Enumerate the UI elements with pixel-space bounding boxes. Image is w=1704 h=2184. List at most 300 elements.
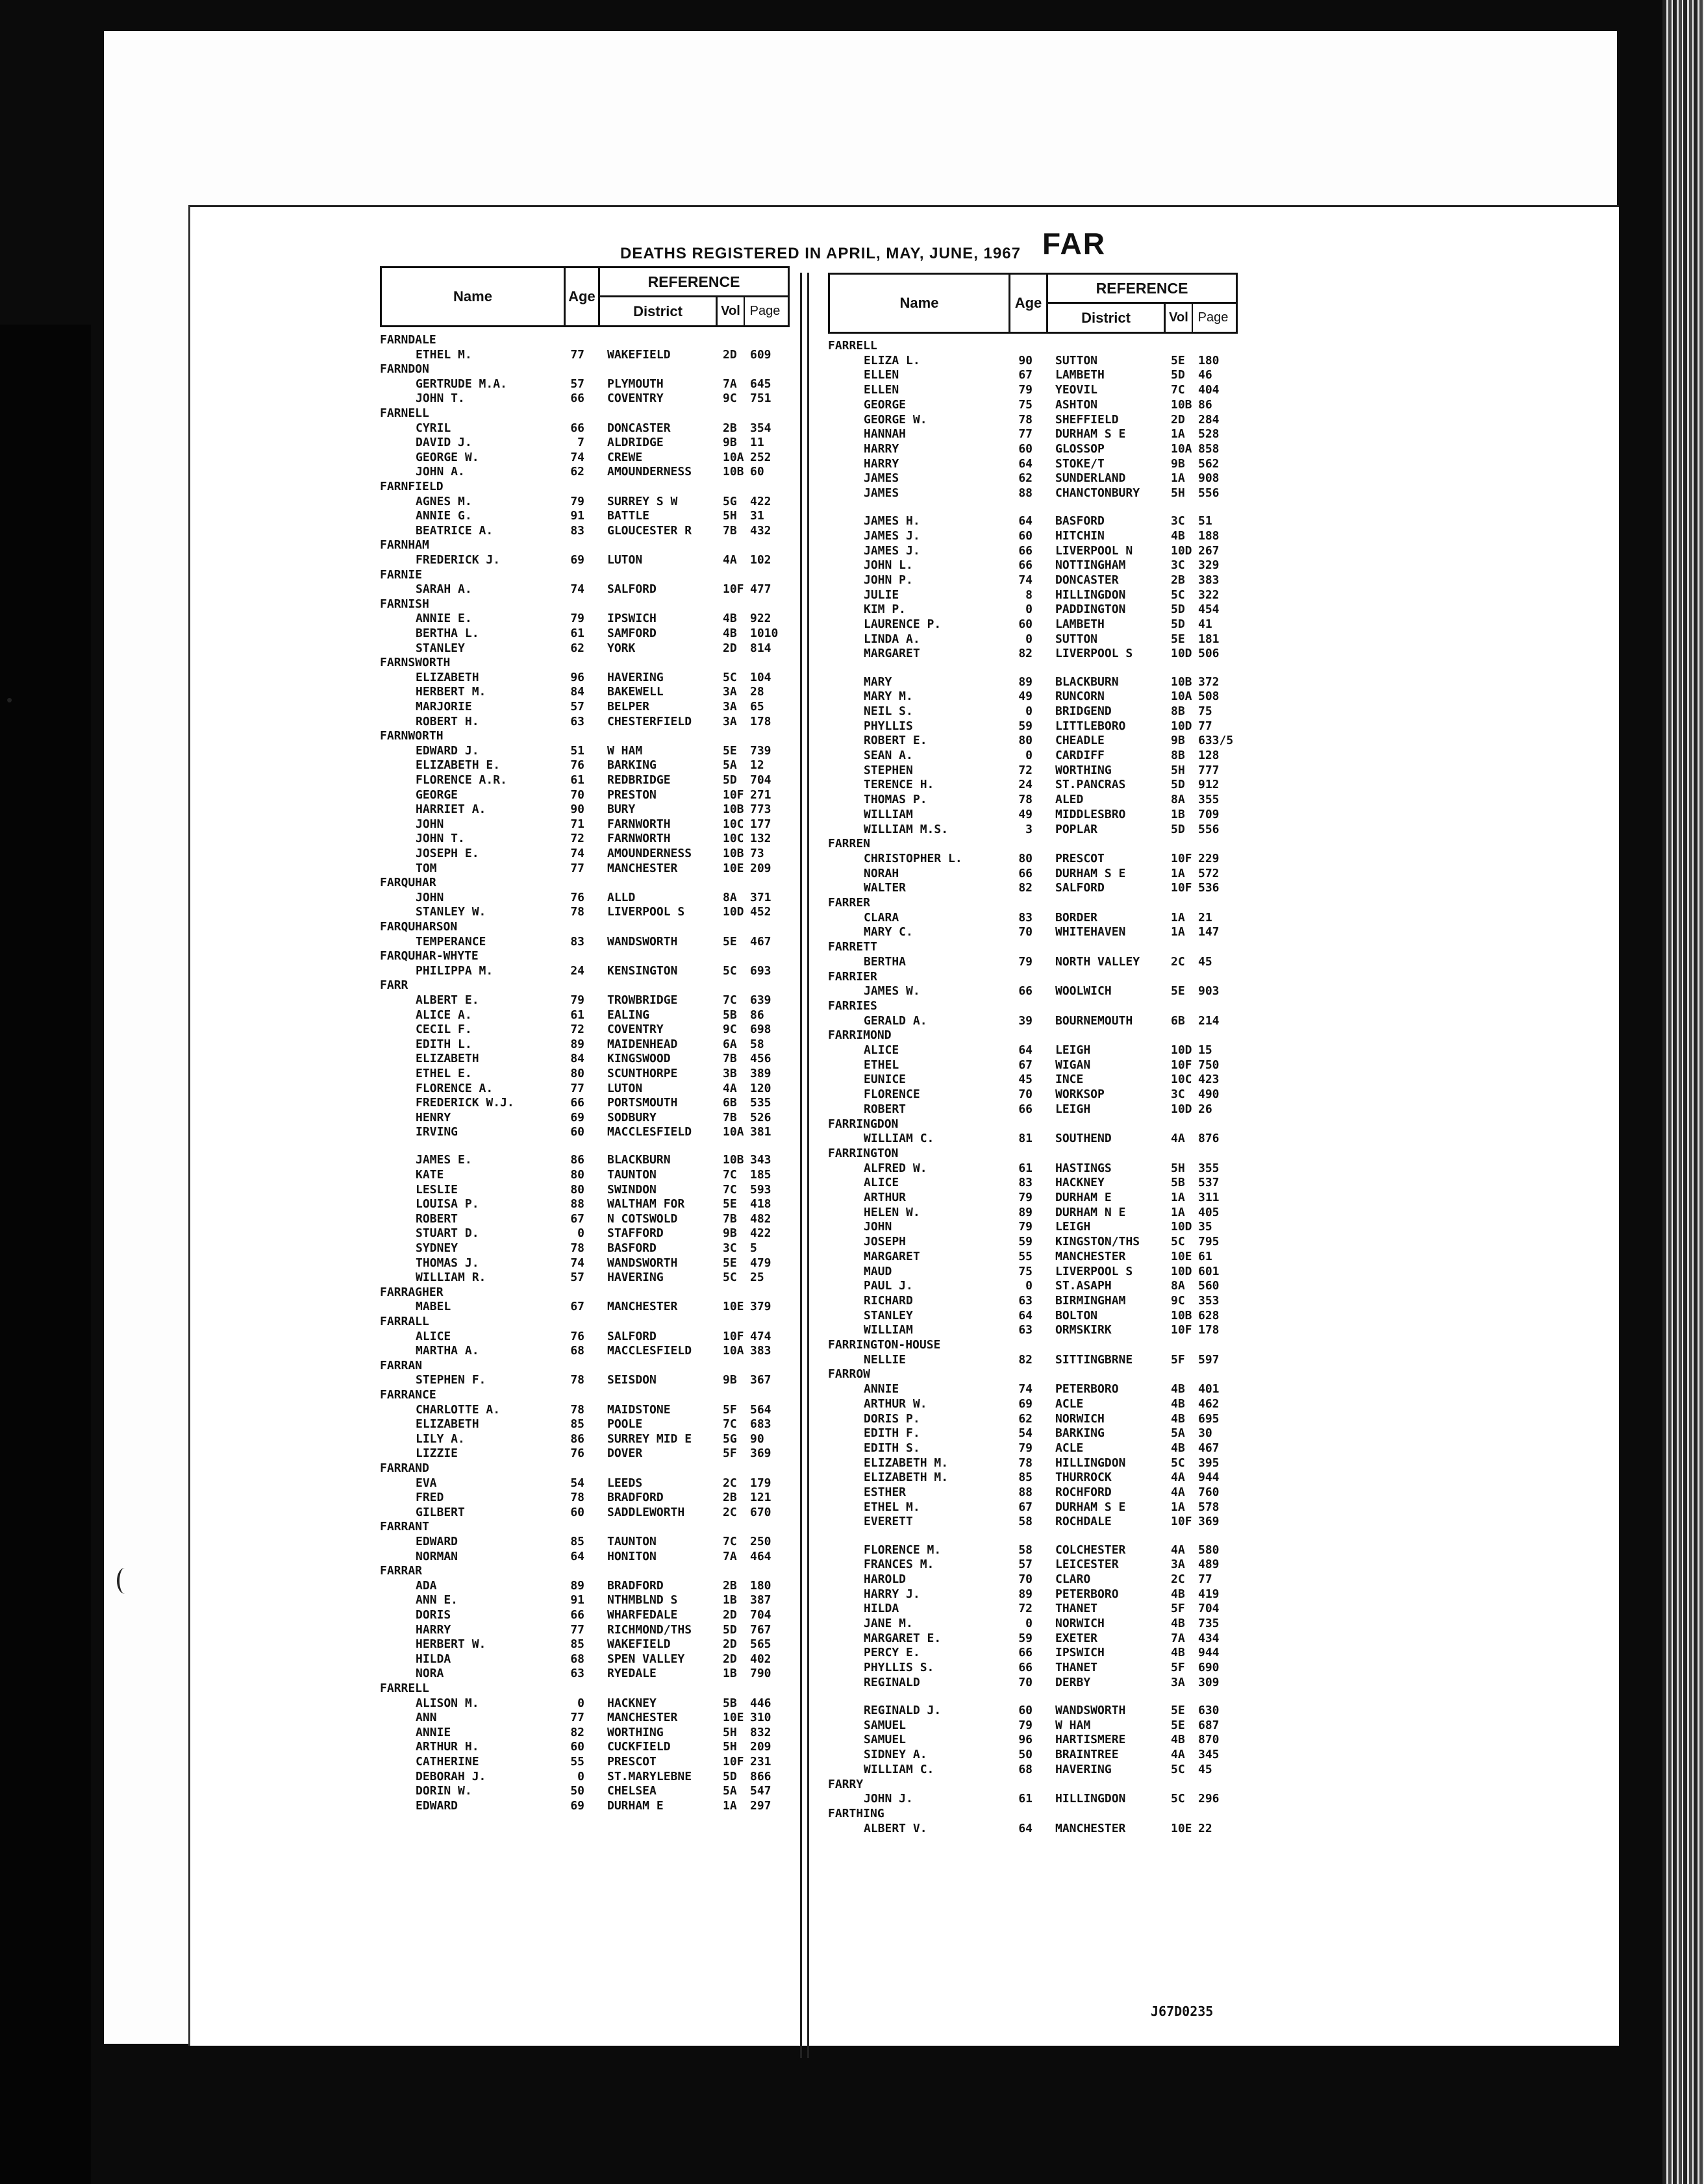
volume-ref: 5D (1171, 368, 1185, 382)
age-value: 80 (1018, 851, 1033, 865)
volume-ref: 10F (723, 582, 744, 597)
header-name: Name (830, 275, 1010, 332)
age-value: 80 (570, 1067, 584, 1080)
district-name: LIVERPOOL S (607, 905, 685, 919)
district-name: PETERBORO (1055, 1587, 1119, 1601)
page-ref: 65 (750, 700, 764, 714)
given-name: FREDERICK W.J. (416, 1096, 514, 1110)
given-name: ROBERT H. (416, 714, 479, 728)
district-name: CARDIFF (1055, 749, 1105, 763)
volume-ref: 9B (1171, 456, 1185, 471)
page-ref: 369 (750, 1446, 771, 1461)
district-name: STOKE/T (1055, 456, 1105, 471)
age-value: 70 (1018, 925, 1033, 939)
volume-ref: 9C (1171, 1293, 1185, 1308)
age-value: 80 (1018, 734, 1033, 748)
page-ref: 188 (1198, 528, 1220, 543)
given-name: ANNIE G. (416, 509, 472, 523)
volume-ref: 6A (723, 1037, 737, 1051)
age-value: 89 (570, 1578, 584, 1593)
given-name: HENRY (416, 1110, 451, 1124)
district-name: LEIGH (1055, 1220, 1091, 1234)
age-value: 72 (1018, 1602, 1033, 1616)
age-value: 0 (577, 1226, 584, 1241)
age-value: 66 (570, 1096, 584, 1110)
age-value: 76 (570, 758, 584, 773)
volume-ref: 2D (1171, 412, 1185, 427)
district-name: HAVERING (1055, 1762, 1112, 1776)
age-value: 61 (570, 627, 584, 640)
given-name: ETHEL E. (416, 1067, 472, 1080)
volume-ref: 4A (1171, 1485, 1185, 1500)
given-name: DORIS (416, 1607, 451, 1622)
header-age: Age (1010, 275, 1048, 332)
page-ref: 704 (750, 1607, 771, 1622)
district-name: SURREY S W (607, 494, 678, 508)
page-ref: 704 (1198, 1602, 1220, 1616)
page-ref: 944 (1198, 1646, 1220, 1660)
district-name: BRIDGEND (1055, 704, 1112, 718)
volume-ref: 10F (1171, 851, 1192, 865)
volume-ref: 10B (723, 465, 744, 479)
volume-ref: 2C (723, 1505, 737, 1519)
punch-hole-mark (117, 1568, 132, 1594)
district-name: HACKNEY (1055, 1176, 1105, 1190)
age-value: 66 (1018, 558, 1033, 573)
district-name: YORK (607, 641, 636, 655)
age-value: 76 (570, 890, 584, 904)
page-ref: 180 (750, 1578, 771, 1593)
age-value: 83 (1018, 910, 1033, 924)
district-name: PRESCOT (607, 1754, 657, 1768)
district-name: SALFORD (607, 582, 657, 597)
page-ref: 423 (1198, 1073, 1220, 1087)
volume-ref: 10F (1171, 881, 1192, 895)
age-value: 82 (1018, 881, 1033, 895)
volume-ref: 10F (1171, 1515, 1192, 1529)
district-name: CHANCTONBURY (1055, 486, 1140, 500)
age-value: 0 (1025, 1279, 1033, 1293)
volume-ref: 4A (1171, 1748, 1185, 1762)
given-name: NORAH (864, 866, 899, 880)
district-name: WHITEHAVEN (1055, 925, 1126, 939)
district-name: YEOVIL (1055, 383, 1098, 397)
page-ref: 310 (750, 1711, 771, 1725)
age-value: 89 (1018, 1205, 1033, 1219)
volume-ref: 5A (1171, 1426, 1185, 1441)
age-value: 60 (1018, 528, 1033, 543)
given-name: MARY C. (864, 925, 913, 939)
district-name: BORDER (1055, 910, 1098, 924)
district-name: DURHAM N E (1055, 1205, 1126, 1219)
volume-ref: 4A (1171, 1543, 1185, 1557)
age-value: 68 (570, 1652, 584, 1666)
volume-ref: 2B (723, 1578, 737, 1593)
given-name: ADA (416, 1578, 437, 1593)
district-name: HACKNEY (607, 1696, 657, 1710)
district-name: HARTISMERE (1055, 1733, 1126, 1747)
age-value: 62 (1018, 1411, 1033, 1426)
age-value: 91 (570, 1593, 584, 1607)
district-name: SITTINGBRNE (1055, 1352, 1133, 1367)
given-name: JAMES J. (864, 543, 920, 558)
age-value: 55 (570, 1754, 584, 1768)
district-name: THURROCK (1055, 1470, 1112, 1485)
given-name: CHARLOTTE A. (416, 1402, 501, 1417)
given-name: CECIL F. (416, 1023, 472, 1037)
page-ref: 564 (750, 1402, 771, 1417)
age-value: 54 (570, 1476, 584, 1490)
district-name: THANET (1055, 1661, 1098, 1675)
page-ref: 422 (750, 1226, 771, 1241)
age-value: 67 (1018, 1058, 1033, 1072)
given-name: GEORGE (416, 788, 458, 802)
given-name: PHILIPPA M. (416, 963, 494, 978)
age-value: 67 (1018, 1500, 1033, 1514)
page-ref: 28 (750, 685, 764, 699)
volume-ref: 10A (1171, 689, 1192, 704)
scan-right-edge (1662, 0, 1704, 2184)
given-name: GEORGE W. (416, 450, 479, 464)
age-value: 63 (1018, 1293, 1033, 1308)
district-name: FARNWORTH (607, 832, 671, 846)
given-name: PERCY E. (864, 1646, 920, 1660)
age-value: 77 (570, 1081, 584, 1095)
given-name: ROBERT (416, 1211, 458, 1226)
page-ref: 404 (1198, 383, 1220, 397)
volume-ref: 9C (723, 1023, 737, 1037)
volume-ref: 8B (1171, 704, 1185, 718)
page-ref: 456 (750, 1052, 771, 1066)
volume-ref: 2B (723, 421, 737, 435)
district-name: WIGAN (1055, 1058, 1091, 1072)
surname-text: FARRETT (828, 940, 877, 954)
volume-ref: 1A (1171, 471, 1185, 486)
header-page: Page (749, 304, 781, 318)
given-name: DEBORAH J. (416, 1769, 486, 1783)
age-value: 82 (1018, 647, 1033, 661)
given-name: RICHARD (864, 1293, 913, 1308)
page-ref: 432 (750, 523, 771, 538)
page-ref: 467 (1198, 1441, 1220, 1455)
page-ref: 355 (1198, 793, 1220, 807)
volume-ref: 10C (1171, 1073, 1192, 1087)
age-value: 66 (570, 391, 584, 406)
volume-ref: 9B (723, 1226, 737, 1241)
district-name: ROCHFORD (1055, 1485, 1112, 1500)
page-ref: 578 (1198, 1500, 1220, 1514)
volume-ref: 1A (1171, 1205, 1185, 1219)
age-value: 91 (570, 509, 584, 523)
given-name: REGINALD J. (864, 1704, 942, 1718)
district-name: SUTTON (1055, 353, 1098, 367)
age-value: 67 (1018, 368, 1033, 382)
district-name: CLARO (1055, 1572, 1091, 1586)
page-ref: 395 (1198, 1456, 1220, 1470)
page-ref: 735 (1198, 1617, 1220, 1631)
surname-text: FARRINGDON (828, 1117, 899, 1131)
given-name: WILLIAM M.S. (864, 822, 949, 836)
page-ref: 562 (1198, 456, 1220, 471)
page-ref: 870 (1198, 1733, 1220, 1747)
page-ref: 474 (750, 1329, 771, 1343)
header-age: Age (566, 268, 600, 325)
page-ref: 477 (750, 582, 771, 597)
volume-ref: 1A (723, 1798, 737, 1813)
district-name: ACLE (1055, 1441, 1084, 1455)
given-name: NELLIE (864, 1352, 907, 1367)
given-name: TEMPERANCE (416, 934, 486, 949)
page-ref: 15 (1198, 1043, 1212, 1058)
given-name: HARRY J. (864, 1587, 920, 1601)
volume-ref: 9B (723, 436, 737, 450)
age-value: 57 (1018, 1557, 1033, 1572)
volume-ref: 4B (1171, 528, 1185, 543)
district-name: SHEFFIELD (1055, 412, 1119, 427)
page-ref: 329 (1198, 558, 1220, 573)
page-ref: 866 (750, 1769, 771, 1783)
age-value: 57 (570, 377, 584, 391)
age-value: 62 (570, 465, 584, 479)
age-value: 83 (570, 523, 584, 538)
age-value: 78 (1018, 793, 1033, 807)
age-value: 70 (1018, 1572, 1033, 1586)
district-name: ST.ASAPH (1055, 1279, 1112, 1293)
age-value: 69 (570, 1110, 584, 1124)
page-ref: 489 (1198, 1557, 1220, 1572)
age-value: 50 (570, 1784, 584, 1798)
district-name: KINGSTON/THS (1055, 1235, 1140, 1249)
surname-text: FARRAR (380, 1564, 423, 1578)
given-name: FRED (416, 1491, 444, 1505)
age-value: 90 (1018, 353, 1033, 367)
page-ref: 580 (1198, 1543, 1220, 1557)
volume-ref: 10A (723, 1125, 744, 1139)
volume-ref: 10B (1171, 675, 1192, 689)
surname-text: FARRY (828, 1777, 864, 1791)
volume-ref: 5D (723, 1622, 737, 1637)
volume-ref: 5B (723, 1696, 737, 1710)
district-name: IPSWICH (1055, 1646, 1105, 1660)
district-name: REDBRIDGE (607, 773, 671, 787)
age-value: 80 (570, 1167, 584, 1182)
surname-text: FARQUHAR-WHYTE (380, 949, 479, 963)
district-name: CHEADLE (1055, 734, 1105, 748)
age-value: 61 (1018, 1792, 1033, 1806)
given-name: BEATRICE A. (416, 523, 494, 538)
page-ref: 179 (750, 1476, 771, 1490)
district-name: COVENTRY (607, 1023, 664, 1037)
given-name: GERTRUDE M.A. (416, 377, 507, 391)
page-ref: 690 (1198, 1661, 1220, 1675)
district-name: SODBURY (607, 1110, 657, 1124)
volume-ref: 4B (1171, 1617, 1185, 1631)
page-ref: 446 (750, 1696, 771, 1710)
page-ref: 695 (1198, 1411, 1220, 1426)
volume-ref: 4A (1171, 1470, 1185, 1485)
given-name: STUART D. (416, 1226, 479, 1241)
age-value: 96 (570, 670, 584, 684)
volume-ref: 1A (1171, 1500, 1185, 1514)
page-ref: 419 (1198, 1587, 1220, 1601)
district-name: LIVERPOOL N (1055, 543, 1133, 558)
volume-ref: 10F (723, 1754, 744, 1768)
age-value: 74 (570, 847, 584, 860)
given-name: ELLEN (864, 383, 899, 397)
district-name: BAKEWELL (607, 685, 664, 699)
volume-ref: 3B (723, 1067, 737, 1080)
volume-ref: 5H (1171, 1161, 1185, 1175)
page-ref: 104 (750, 670, 771, 684)
volume-ref: 2D (723, 1637, 737, 1652)
page-ref: 309 (1198, 1675, 1220, 1689)
volume-ref: 4B (723, 612, 737, 626)
district-name: EALING (607, 1008, 650, 1022)
volume-ref: 10F (723, 788, 744, 802)
page-ref: 405 (1198, 1205, 1220, 1219)
given-name: STEPHEN (864, 763, 913, 777)
district-name: MANCHESTER (607, 1711, 678, 1725)
age-value: 59 (1018, 1631, 1033, 1645)
age-value: 77 (570, 861, 584, 875)
volume-ref: 8A (1171, 1279, 1185, 1293)
volume-ref: 7B (723, 1052, 737, 1066)
page-ref: 401 (1198, 1382, 1220, 1396)
page-ref: 30 (1198, 1426, 1212, 1441)
district-name: CUCKFIELD (607, 1740, 671, 1754)
district-name: WALTHAM FOR (607, 1197, 685, 1211)
given-name: JOHN L. (864, 558, 913, 573)
page-ref: 60 (750, 465, 764, 479)
age-value: 66 (1018, 984, 1033, 999)
given-name: THOMAS J. (416, 1256, 479, 1270)
volume-ref: 10E (723, 1300, 744, 1314)
given-name: ELIZABETH (416, 1052, 479, 1066)
given-name: ARTHUR W. (864, 1396, 927, 1411)
age-value: 84 (570, 1052, 584, 1066)
page-ref: 121 (750, 1491, 771, 1505)
page-ref: 345 (1198, 1748, 1220, 1762)
district-name: LEIGH (1055, 1043, 1091, 1058)
volume-ref: 3A (723, 700, 737, 714)
age-value: 39 (1018, 1013, 1033, 1028)
age-value: 61 (570, 773, 584, 787)
age-value: 66 (1018, 543, 1033, 558)
surname-text: FARRINGTON-HOUSE (828, 1338, 941, 1352)
page-ref: 858 (1198, 441, 1220, 456)
district-name: HILLINGDON (1055, 1792, 1126, 1806)
given-name: PHYLLIS S. (864, 1661, 934, 1675)
district-name: CHESTERFIELD (607, 714, 692, 728)
age-value: 74 (570, 450, 584, 464)
volume-ref: 5C (1171, 588, 1185, 602)
given-name: LINDA A. (864, 632, 920, 646)
volume-ref: 5C (1171, 1235, 1185, 1249)
given-name: JAMES (864, 471, 899, 486)
age-value: 62 (1018, 471, 1033, 486)
given-name: JAMES J. (864, 528, 920, 543)
given-name: THOMAS P. (864, 793, 927, 807)
page-ref: 597 (1198, 1352, 1220, 1367)
district-name: CREWE (607, 450, 643, 464)
volume-ref: 3C (1171, 558, 1185, 573)
page-ref: 556 (1198, 486, 1220, 500)
age-value: 3 (1025, 822, 1033, 836)
volume-ref: 5H (1171, 763, 1185, 777)
volume-ref: 5F (1171, 1352, 1185, 1367)
district-name: AMOUNDERNESS (607, 465, 692, 479)
age-value: 85 (1018, 1470, 1033, 1485)
page-ref: 147 (1198, 925, 1220, 939)
given-name: ELIZABETH (416, 1417, 479, 1432)
volume-ref: 5C (723, 1271, 737, 1285)
age-value: 67 (570, 1300, 584, 1314)
age-value: 86 (570, 1432, 584, 1446)
header-vol: Vol (718, 297, 745, 325)
given-name: ANNIE E. (416, 612, 472, 626)
age-value: 68 (570, 1344, 584, 1358)
given-name: WILLIAM (864, 807, 913, 821)
given-name: TERENCE H. (864, 778, 934, 792)
given-name: JAMES E. (416, 1153, 472, 1167)
district-name: WANDSWORTH (1055, 1704, 1126, 1718)
volume-ref: 10E (1171, 1821, 1192, 1835)
page-ref: 479 (750, 1256, 771, 1270)
volume-ref: 4B (1171, 1396, 1185, 1411)
age-value: 89 (1018, 675, 1033, 689)
age-value: 96 (1018, 1733, 1033, 1747)
age-value: 88 (1018, 1485, 1033, 1500)
given-name: ALICE (416, 1329, 451, 1343)
page-ref: 102 (750, 553, 771, 567)
age-value: 74 (570, 1256, 584, 1270)
page-ref: 790 (750, 1667, 771, 1681)
page-ref: 633/5 (1198, 734, 1234, 748)
district-name: W HAM (607, 743, 643, 758)
page-ref: 536 (1198, 881, 1220, 895)
district-name: COVENTRY (607, 391, 664, 406)
given-name: SYDNEY (416, 1241, 458, 1255)
volume-ref: 5C (1171, 1456, 1185, 1470)
surname-text: FARQUHARSON (380, 920, 458, 934)
volume-ref: 7B (723, 1110, 737, 1124)
district-name: ST.PANCRAS (1055, 778, 1126, 792)
surname-text: FARNWORTH (380, 729, 444, 743)
page-ref: 876 (1198, 1132, 1220, 1146)
given-name: MARGARET (864, 1249, 920, 1263)
given-name: CLARA (864, 910, 899, 924)
page-ref: 739 (750, 743, 771, 758)
page-ref: 773 (750, 802, 771, 817)
volume-ref: 7B (723, 523, 737, 538)
given-name: JANE M. (864, 1617, 913, 1631)
district-name: NORWICH (1055, 1411, 1105, 1426)
age-value: 80 (570, 1182, 584, 1197)
page-ref: 51 (1198, 514, 1212, 528)
surname-text: FARNDON (380, 362, 429, 377)
age-value: 64 (1018, 514, 1033, 528)
page-ref: 944 (1198, 1470, 1220, 1485)
volume-ref: 5D (1171, 822, 1185, 836)
volume-ref: 7C (723, 993, 737, 1007)
volume-ref: 5B (723, 1008, 737, 1022)
district-name: SURREY MID E (607, 1432, 692, 1446)
page-ref: 61 (1198, 1249, 1212, 1263)
district-name: PORTSMOUTH (607, 1096, 678, 1110)
given-name: LAURENCE P. (864, 617, 942, 632)
age-value: 72 (570, 1023, 584, 1037)
given-name: WILLIAM C. (864, 1132, 934, 1146)
